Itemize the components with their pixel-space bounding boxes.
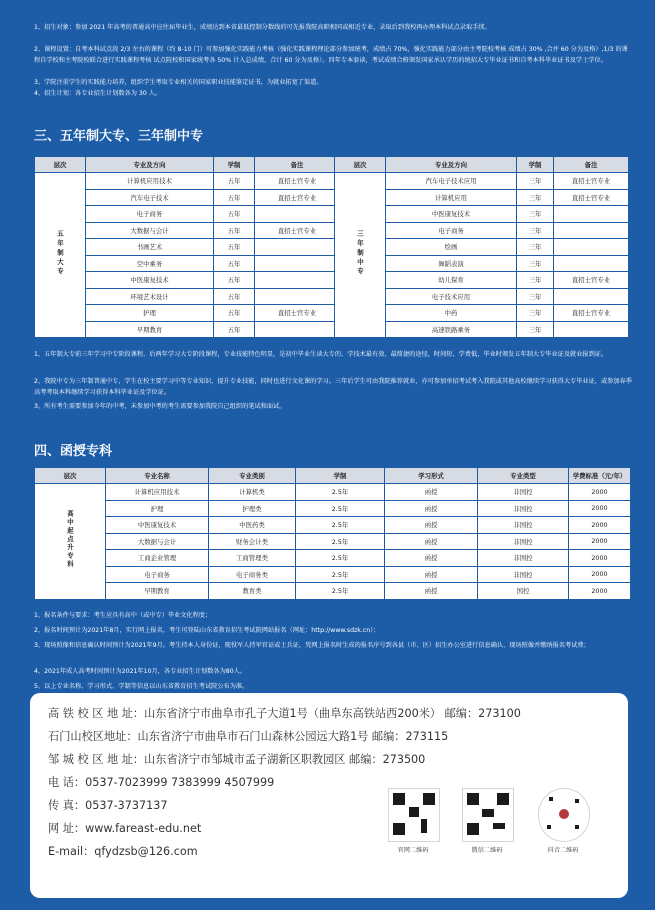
header-major: 专业名称 bbox=[106, 468, 209, 484]
bottom-notes bbox=[12, 610, 634, 692]
cell-duration: 五年 bbox=[214, 239, 255, 256]
intro-para-4: 4、招生计划：各专业招生计划数各为 30 人。 bbox=[34, 90, 162, 97]
level-label: 高中起点升专科 bbox=[66, 510, 74, 570]
cell-fee: 2000 bbox=[569, 550, 631, 567]
cell-major: 电子商务 bbox=[106, 566, 209, 583]
cell-duration: 五年 bbox=[214, 321, 255, 338]
header-duration: 学制 bbox=[296, 468, 385, 484]
cell-duration: 三年 bbox=[517, 288, 554, 305]
cell-major: 环境艺术设计 bbox=[86, 288, 214, 305]
level-label: 五年制大专 bbox=[56, 230, 64, 277]
intro-para-3: 3、学院注重学生的实践能力培养，组织学生考取专业相关的国家职业技能鉴定证书，为就业拓宽了渠道。 bbox=[34, 79, 323, 86]
cell-duration: 2.5年 bbox=[296, 533, 385, 550]
cell-remark bbox=[255, 288, 340, 305]
phone: 电 话：0537-7023999 7383999 4507999 bbox=[48, 776, 275, 789]
cell-remark bbox=[255, 272, 340, 289]
cell-remark: 直招士官专业 bbox=[554, 173, 629, 190]
cell-remark bbox=[554, 239, 629, 256]
header-level: 层次 bbox=[35, 157, 86, 173]
level-label: 三年制中专 bbox=[356, 230, 364, 277]
table-three-year bbox=[334, 156, 629, 338]
cell-type: 非国控 bbox=[478, 517, 569, 534]
cell-duration: 2.5年 bbox=[296, 517, 385, 534]
cell-remark: 直招士官专业 bbox=[255, 222, 340, 239]
mid-para-2: 2、我院中专为三年制普通中专，学生在校主要学习中等专业知识，提升专业技能，同时也进行文化课的学习。三年后学生可由我院推荐就业，亦可参加单招考试考入我院或其他高校继续学习获得大专毕业证，或参加春季高考考取本科继续学习获得本科毕业证及学位证。 bbox=[34, 378, 632, 396]
cell-type: 非国控 bbox=[478, 500, 569, 517]
cell-major: 护理 bbox=[86, 305, 214, 322]
qr-wechat-label: 微信二维码 bbox=[471, 847, 503, 854]
level-three-year bbox=[335, 173, 386, 338]
cell-category: 中医药类 bbox=[209, 517, 296, 534]
cell-duration: 五年 bbox=[214, 288, 255, 305]
cell-major: 大数据与会计 bbox=[106, 533, 209, 550]
cell-duration: 2.5年 bbox=[296, 566, 385, 583]
cell-major: 汽车电子技术应用 bbox=[386, 173, 517, 190]
cell-fee: 2000 bbox=[569, 566, 631, 583]
cell-major: 早期教育 bbox=[86, 321, 214, 338]
cell-major: 绘画 bbox=[386, 239, 517, 256]
cell-remark: 直招士官专业 bbox=[554, 305, 629, 322]
qr-official-label: 官网二维码 bbox=[397, 847, 429, 854]
cell-duration: 2.5年 bbox=[296, 550, 385, 567]
header-major: 专业及方向 bbox=[386, 157, 517, 173]
cell-category: 财务会计类 bbox=[209, 533, 296, 550]
address-shimenshan: 石门山校区地址：山东省济宁市曲阜市石门山森林公园远大路1号 邮编：273115 bbox=[48, 730, 449, 743]
contact-panel bbox=[30, 693, 628, 898]
level-high-school bbox=[35, 484, 106, 600]
cell-type: 非国控 bbox=[478, 484, 569, 501]
cell-major: 早期教育 bbox=[106, 583, 209, 600]
cell-form: 函授 bbox=[385, 550, 478, 567]
cell-remark bbox=[554, 206, 629, 223]
cell-major: 空中乘务 bbox=[86, 255, 214, 272]
cell-remark bbox=[255, 239, 340, 256]
cell-duration: 2.5年 bbox=[296, 484, 385, 501]
qr-douyin-icon bbox=[538, 788, 590, 842]
cell-duration: 三年 bbox=[517, 239, 554, 256]
cell-fee: 2000 bbox=[569, 583, 631, 600]
qr-douyin-label: 抖音二维码 bbox=[547, 847, 579, 854]
cell-duration: 三年 bbox=[517, 321, 554, 338]
email-link[interactable]: E-mail：qfydzsb@126.com bbox=[48, 845, 198, 858]
qr-official-icon bbox=[388, 788, 440, 842]
cell-form: 函授 bbox=[385, 566, 478, 583]
cell-duration: 五年 bbox=[214, 255, 255, 272]
cell-duration: 三年 bbox=[517, 305, 554, 322]
cell-major: 工商企业管理 bbox=[106, 550, 209, 567]
cell-major: 大数据与会计 bbox=[86, 222, 214, 239]
section4-title: 四、函授专科 bbox=[34, 444, 113, 459]
mid-para-1: 1、五年制大专前三年学习中专阶段课程，后两年学习大专阶段课程，专业技能特色明显，是初中毕业生读大专的、学技术最有效、最简捷的途径，时间短、学费低，毕业时颁发五年制大专毕业证及就业报到证。 bbox=[34, 351, 608, 358]
bottom-para-5: 5、以上专业名称、学习形式、学制等信息以山东省教育招生考试院公布为准。 bbox=[34, 683, 249, 690]
bottom-para-1: 1、报名条件与要求：考生应具有高中（或中专）毕业文化程度； bbox=[34, 612, 212, 619]
cell-remark bbox=[554, 288, 629, 305]
header-level: 层次 bbox=[335, 157, 386, 173]
table-five-year bbox=[34, 156, 340, 338]
cell-fee: 2000 bbox=[569, 517, 631, 534]
cell-remark bbox=[255, 321, 340, 338]
mid-notes bbox=[12, 349, 634, 412]
cell-form: 函授 bbox=[385, 533, 478, 550]
header-duration: 学制 bbox=[517, 157, 554, 173]
cell-duration: 五年 bbox=[214, 305, 255, 322]
cell-remark: 直招士官专业 bbox=[554, 272, 629, 289]
cell-major: 中医康复技术 bbox=[86, 272, 214, 289]
cell-remark bbox=[255, 206, 340, 223]
address-zoucheng: 邹 城 校 区 地 址：山东省济宁市邹城市孟子湖新区职教园区 邮编：273500 bbox=[48, 753, 426, 766]
cell-duration: 2.5年 bbox=[296, 500, 385, 517]
cell-category: 护理类 bbox=[209, 500, 296, 517]
bottom-para-2: 2、报名时间预计为2021年8月，实行网上报名，考生可登陆山东省教育招生考试院网站报名（网址：http://www.sdzk.cn）； bbox=[34, 627, 380, 634]
cell-fee: 2000 bbox=[569, 484, 631, 501]
cell-form: 函授 bbox=[385, 500, 478, 517]
table-correspondence bbox=[34, 467, 631, 600]
cell-category: 电子商务类 bbox=[209, 566, 296, 583]
cell-remark bbox=[554, 321, 629, 338]
cell-type: 国控 bbox=[478, 583, 569, 600]
cell-major: 计算机应用技术 bbox=[106, 484, 209, 501]
cell-remark: 直招士官专业 bbox=[255, 173, 340, 190]
cell-major: 中医康复技术 bbox=[106, 517, 209, 534]
cell-form: 函授 bbox=[385, 583, 478, 600]
header-type: 专业类型 bbox=[478, 468, 569, 484]
cell-major: 计算机应用 bbox=[386, 189, 517, 206]
cell-duration: 三年 bbox=[517, 173, 554, 190]
cell-remark: 直招士官专业 bbox=[255, 189, 340, 206]
qr-wechat-icon bbox=[462, 788, 514, 842]
cell-major: 中药 bbox=[386, 305, 517, 322]
cell-major: 书画艺术 bbox=[86, 239, 214, 256]
intro-para-1: 1、招生对象：参加 2021 年高考的普通高中应往届毕业生，成绩达到本省最低控制分数线的可先报我院高职相同或相近专业，录取后到我校再办理本科试点录取手续。 bbox=[34, 24, 491, 31]
cell-category: 计算机类 bbox=[209, 484, 296, 501]
cell-major: 电子商务 bbox=[386, 222, 517, 239]
bottom-para-4: 4、2021年成人高考时间预计为2021年10月，各专业招生计划数各为80人。 bbox=[34, 668, 247, 675]
cell-duration: 2.5年 bbox=[296, 583, 385, 600]
cell-category: 工商管理类 bbox=[209, 550, 296, 567]
website-link[interactable]: 网 址：www.fareast-edu.net bbox=[48, 822, 202, 835]
header-form: 学习形式 bbox=[385, 468, 478, 484]
cell-duration: 五年 bbox=[214, 173, 255, 190]
cell-major: 汽车电子技术 bbox=[86, 189, 214, 206]
cell-major: 幼儿保育 bbox=[386, 272, 517, 289]
cell-form: 函授 bbox=[385, 484, 478, 501]
cell-type: 非国控 bbox=[478, 566, 569, 583]
header-duration: 学制 bbox=[214, 157, 255, 173]
cell-duration: 五年 bbox=[214, 222, 255, 239]
intro-section bbox=[12, 22, 634, 99]
cell-duration: 三年 bbox=[517, 255, 554, 272]
cell-major: 计算机应用技术 bbox=[86, 173, 214, 190]
cell-duration: 三年 bbox=[517, 206, 554, 223]
cell-duration: 五年 bbox=[214, 206, 255, 223]
level-five-year bbox=[35, 173, 86, 338]
address-gaotie: 高 铁 校 区 地 址：山东省济宁市曲阜市孔子大道1号（曲阜东高铁站西200米） 邮编：273100 bbox=[48, 707, 521, 720]
cell-major: 舞蹈表演 bbox=[386, 255, 517, 272]
cell-remark bbox=[554, 255, 629, 272]
cell-major: 中医康复技术 bbox=[386, 206, 517, 223]
header-fee: 学费标准（元/年） bbox=[569, 468, 631, 484]
header-level: 层次 bbox=[35, 468, 106, 484]
header-major: 专业及方向 bbox=[86, 157, 214, 173]
cell-duration: 三年 bbox=[517, 222, 554, 239]
mid-para-3: 3、所有考生需要参加今年的中考，未参加中考的考生需要参加我院自己组织的笔试和面试。 bbox=[34, 403, 286, 410]
header-remark: 备注 bbox=[554, 157, 629, 173]
cell-remark: 直招士官专业 bbox=[554, 189, 629, 206]
cell-type: 非国控 bbox=[478, 533, 569, 550]
cell-fee: 2000 bbox=[569, 533, 631, 550]
cell-major: 高速铁路乘务 bbox=[386, 321, 517, 338]
cell-major: 电子技术应用 bbox=[386, 288, 517, 305]
fax: 传 真：0537-3737137 bbox=[48, 799, 168, 812]
header-remark: 备注 bbox=[255, 157, 340, 173]
bottom-para-3: 3、现场照像和信息确认时间预计为2021年9月。考生持本人身份证，现役军人持军官证或士兵证，凭网上报名时生成的报名序号到各县（市、区）招生办公室进行信息确认、现场照像并缴纳报名考试费； bbox=[34, 642, 590, 649]
cell-major: 电子商务 bbox=[86, 206, 214, 223]
cell-remark: 直招士官专业 bbox=[255, 305, 340, 322]
cell-fee: 2000 bbox=[569, 500, 631, 517]
cell-category: 教育类 bbox=[209, 583, 296, 600]
header-category: 专业类别 bbox=[209, 468, 296, 484]
cell-form: 函授 bbox=[385, 517, 478, 534]
cell-duration: 五年 bbox=[214, 189, 255, 206]
cell-type: 非国控 bbox=[478, 550, 569, 567]
cell-duration: 三年 bbox=[517, 189, 554, 206]
cell-duration: 三年 bbox=[517, 272, 554, 289]
intro-para-2: 2、课程设置：自考本科试点段 2/3 左右的课程（约 8-10 门）可参加强化实践能力考核（强化实践课程理论部分参加统考，成绩占 70%，强化实践能力部分由主考院校考核 成绩占 30% ,合并 60 分为及格）,1/3 的课程自学校和主考院校联合进行实践课程考核 试点院校和国家统考各 50% 计入总成绩，合计 60 分为及格）。四年专本套读，考试成绩合格颁发国家承认学历的统招大专毕业证书和自考本科毕业证书及学士学位。 bbox=[34, 46, 628, 64]
cell-duration: 五年 bbox=[214, 272, 255, 289]
cell-remark bbox=[554, 222, 629, 239]
section3-title: 三、五年制大专、三年制中专 bbox=[34, 129, 204, 144]
cell-remark bbox=[255, 255, 340, 272]
cell-major: 护理 bbox=[106, 500, 209, 517]
